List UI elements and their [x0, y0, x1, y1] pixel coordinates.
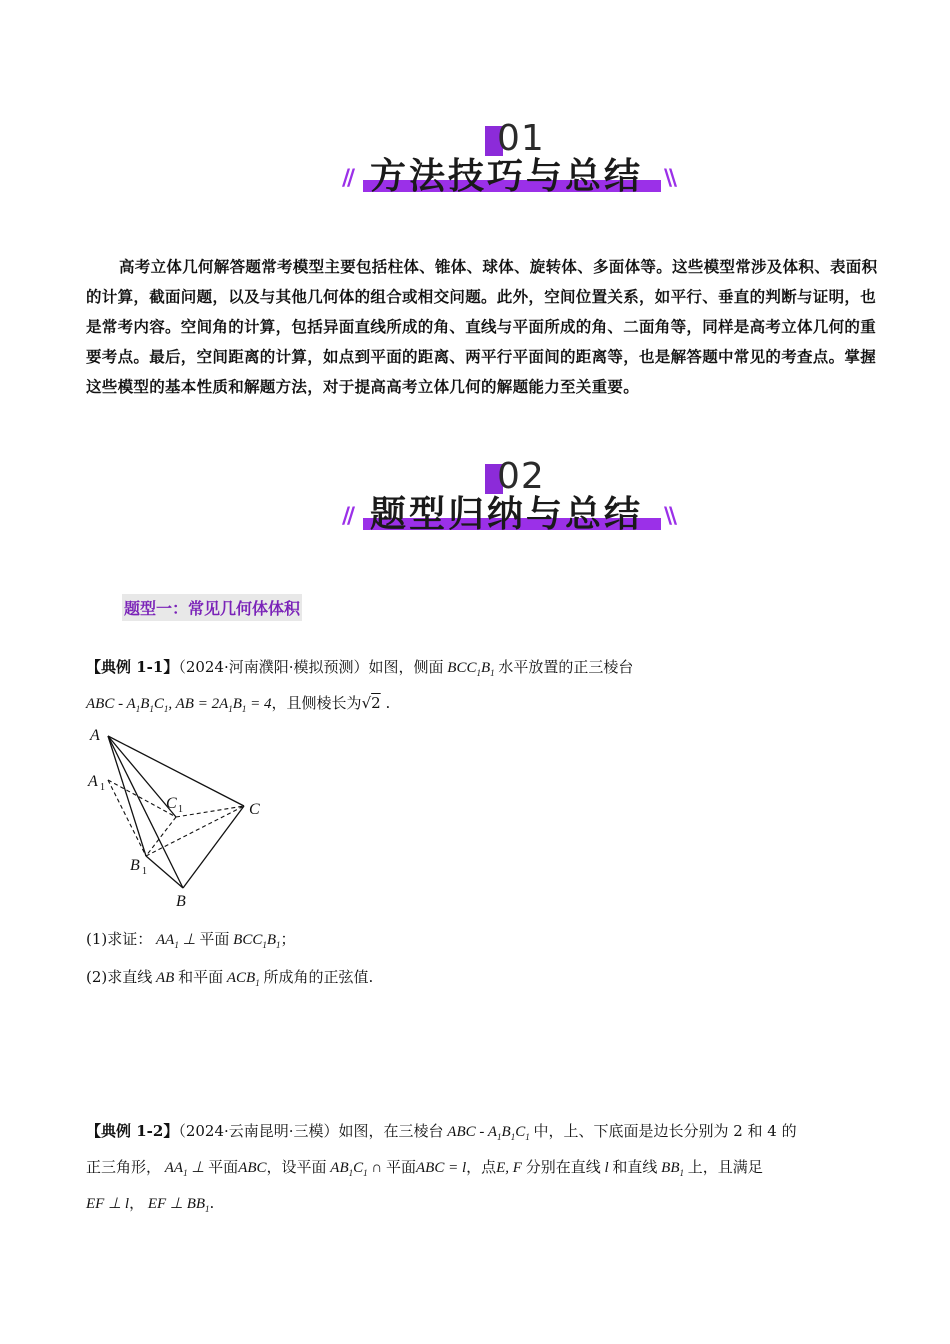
example-text: 平面: [208, 1158, 239, 1176]
question-text: 和平面: [178, 968, 224, 986]
example-text: 中，上、下底面是边长分别为 2 和 4 的: [533, 1122, 797, 1140]
example-2-line-3: EF ⊥ l， EF ⊥ $BB_1$.: [86, 1194, 215, 1214]
label-A1-sub: 1: [100, 782, 105, 793]
slash-decoration-right: \\: [664, 504, 675, 529]
question-text: 所成角的正弦值.: [263, 968, 374, 986]
example-text: ，且侧棱长为: [271, 694, 362, 712]
slash-decoration-right: \\: [664, 166, 675, 191]
edge-A1-B1: [108, 780, 146, 856]
intro-paragraph: 高考立体几何解答题常考模型主要包括柱体、锥体、球体、旋转体、多面体等。这些模型常涉及体积、表面积的计算，截面问题，以及与其他几何体的组合或相交问题。此外，空间位置关系，如平行、垂直的判断与证明，也是常考内容。空间角的计算，包括异面直线所成的角、直线与平面所成的角、二面角等，同样是高考立体几何的重要考点。最后，空间距离的计算，如点到平面的距离、两平行平面间的距离等，也是解答题中常见的考查点。掌握这些模型的基本性质和解题方法，对于提高高考立体几何的解题能力至关重要。: [86, 257, 878, 396]
slash-decoration-left: //: [342, 504, 353, 529]
label-C1-sub: 1: [178, 804, 183, 815]
question-text: 平面: [199, 930, 230, 948]
label-C1: C: [166, 795, 177, 812]
example-source: （2024·河南濮阳·模拟预测）如图，侧面: [178, 658, 444, 676]
example-2-line-2: 正三角形， $AA_1$ ⊥ 平面ABC，设平面 $AB_1C_1$ ∩ 平面ABC = l，点E, F 分别在直线 l 和直线 $BB_1$ 上，且满足: [86, 1158, 763, 1178]
edge-B1-B: [146, 856, 183, 888]
slash-decoration-left: //: [342, 166, 353, 191]
example-2-line-1: 【典例 1-2】（2024·云南昆明·三模）如图，在三棱台 ABC - $A_1B_1C_1$ 中，上、下底面是边长分别为 2 和 4 的: [86, 1122, 797, 1142]
question-prefix: (1)求证：: [86, 930, 153, 948]
example-1-line-2: ABC - $A_1B_1C_1$, AB = $2A_1B_1 = 4$，且侧棱长为√2 .: [86, 694, 391, 714]
section-header-1: [0, 118, 950, 228]
label-A1: A: [88, 773, 98, 790]
label-C: C: [249, 801, 260, 818]
example-text: 正三角形，: [86, 1158, 162, 1176]
label-B1-sub: 1: [142, 866, 147, 877]
question-1: (1)求证： $AA_1$ ⊥ 平面 $BCC_1B_1$；: [86, 930, 296, 950]
label-B: B: [176, 893, 186, 910]
example-1-line-1: 【典例 1-1】（2024·河南濮阳·模拟预测）如图，侧面 $BCC_1B_1$ 水平放置的正三棱台: [86, 658, 634, 678]
section-title: 题型归纳与总结: [370, 494, 644, 535]
example-text: 上，且满足: [687, 1158, 763, 1176]
frustum-figure: [86, 722, 286, 912]
section-title: 方法技巧与总结: [370, 156, 644, 197]
example-tag: 【典例 1-2】: [86, 1122, 179, 1140]
label-B1: B: [130, 857, 140, 874]
example-text: 分别在直线: [525, 1158, 601, 1176]
edge-B1-C: [146, 806, 244, 856]
section-number: 02: [497, 456, 545, 497]
example-text: ，设平面: [266, 1158, 327, 1176]
question-type-label: 题型一：常见几何体体积: [122, 594, 302, 621]
section-number: 01: [497, 118, 545, 159]
example-text: 水平放置的正三棱台: [498, 658, 634, 676]
example-tag: 【典例 1-1】: [86, 658, 179, 676]
example-text: ，点: [466, 1158, 497, 1176]
example-text: 和直线: [612, 1158, 658, 1176]
edge-A-B1: [108, 736, 146, 856]
label-A: A: [90, 727, 100, 744]
question-prefix: (2)求直线: [86, 968, 153, 986]
example-text: 平面: [385, 1158, 416, 1176]
section-header-2: [0, 456, 950, 566]
example-source: （2024·云南昆明·三模）如图，在三棱台: [178, 1122, 444, 1140]
edge-C-B: [183, 806, 244, 888]
question-2: (2)求直线 AB 和平面 $ACB_1$ 所成角的正弦值.: [86, 968, 374, 988]
